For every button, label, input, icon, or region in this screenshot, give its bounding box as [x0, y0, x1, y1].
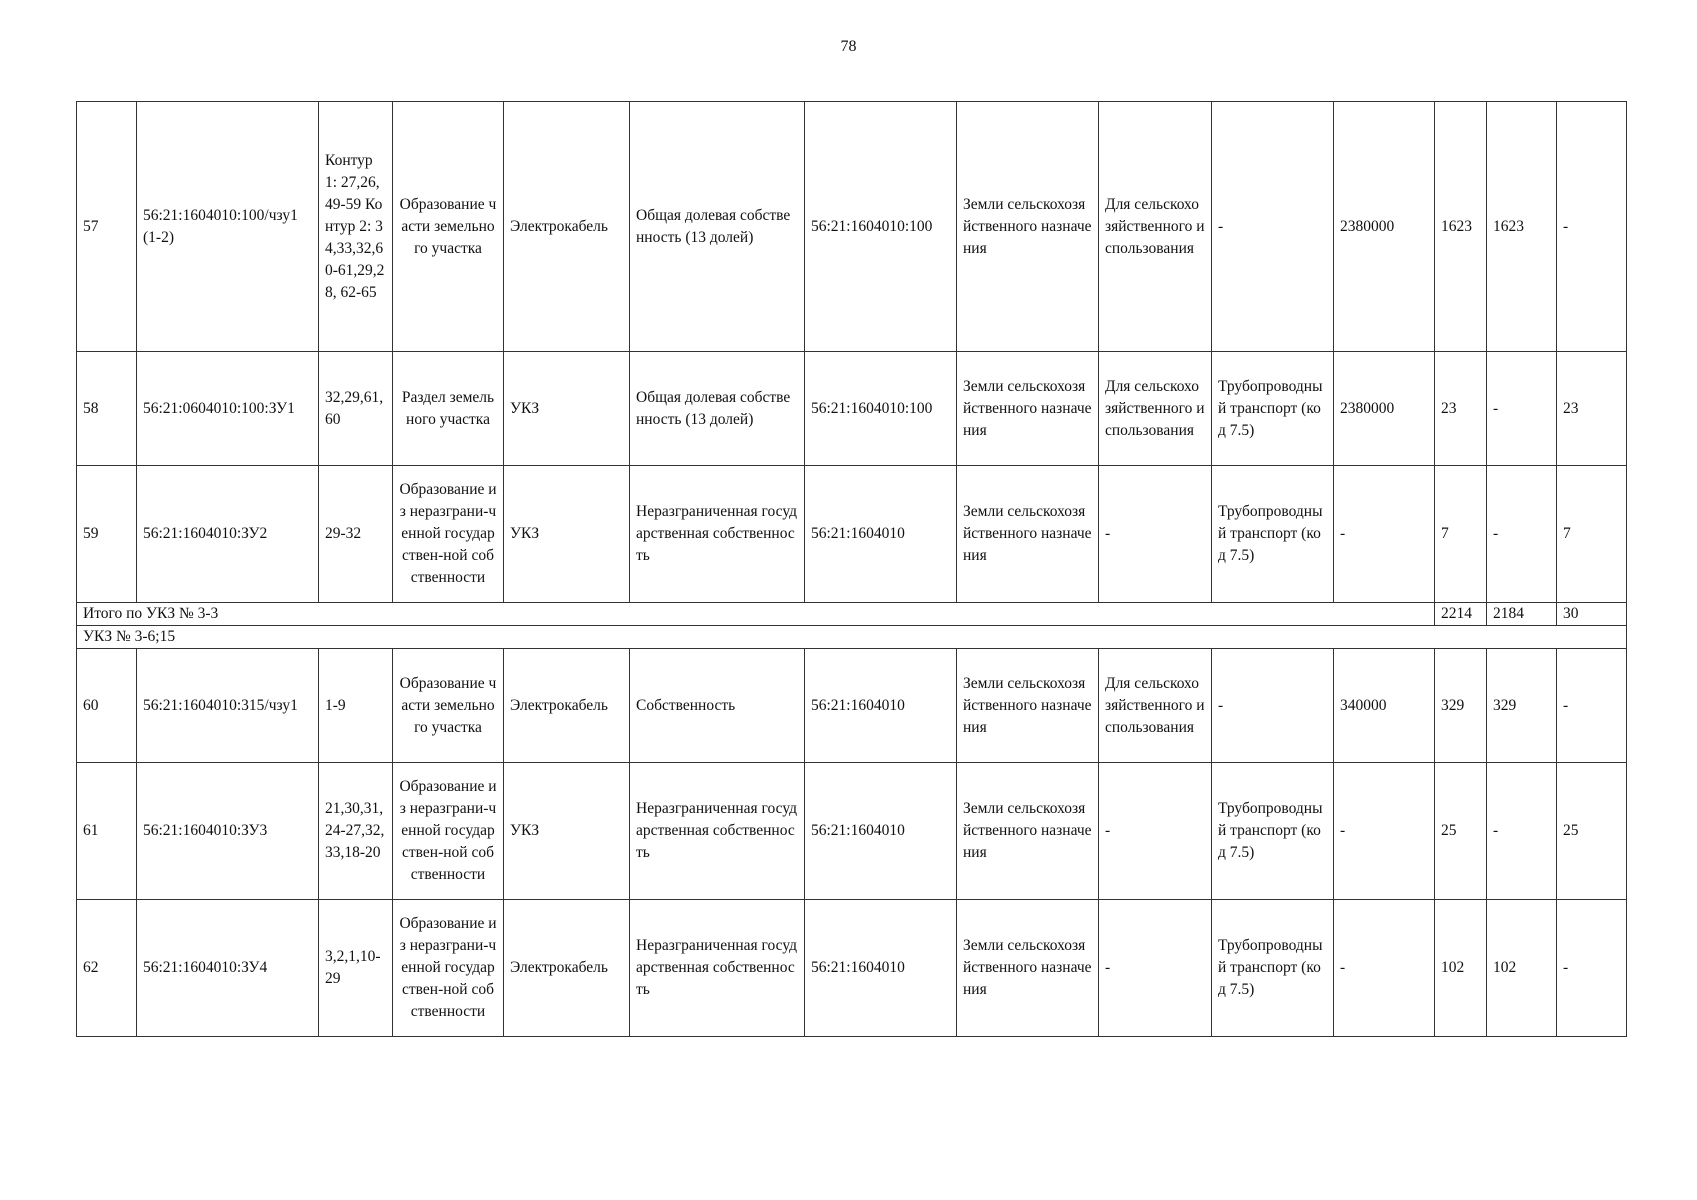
cell-cadastral: 56:21:1604010:315/чзу1	[137, 649, 319, 763]
cell-category: Земли сельскохозяйственного назначения	[957, 102, 1099, 352]
cell-num: 62	[77, 900, 137, 1037]
summary-a: 2184	[1487, 603, 1557, 626]
table-row	[77, 763, 1627, 900]
cell-area-a: -	[1487, 763, 1557, 900]
summary-row	[77, 603, 1627, 626]
cell-area-a: 102	[1487, 900, 1557, 1037]
cell-cost: 340000	[1334, 649, 1435, 763]
cell-parent: 56:21:1604010	[805, 763, 957, 900]
cell-area-b: -	[1557, 900, 1627, 1037]
table-row	[77, 102, 1627, 352]
cell-cost: -	[1334, 466, 1435, 603]
cell-new-use: Трубопроводный транспорт (код 7.5)	[1212, 900, 1334, 1037]
cell-object: УКЗ	[504, 352, 630, 466]
cell-cadastral: 56:21:1604010:ЗУ4	[137, 900, 319, 1037]
table-row	[77, 900, 1627, 1037]
cell-action: Раздел земельного участка	[393, 352, 504, 466]
cell-right: Неразграниченная государственная собственность	[630, 900, 805, 1037]
cell-cadastral: 56:21:0604010:100:ЗУ1	[137, 352, 319, 466]
land-plots-table	[76, 101, 1627, 1037]
cell-area-b: -	[1557, 649, 1627, 763]
cell-action: Образование части земельного участка	[393, 102, 504, 352]
cell-action: Образование из неразграни-ченной государствен-ной собственности	[393, 466, 504, 603]
cell-new-use: -	[1212, 649, 1334, 763]
cell-num: 58	[77, 352, 137, 466]
cell-category: Земли сельскохозяйственного назначения	[957, 466, 1099, 603]
cell-points: 1-9	[319, 649, 393, 763]
cell-object: Электрокабель	[504, 649, 630, 763]
cell-points: 3,2,1,10-29	[319, 900, 393, 1037]
cell-area-b: 23	[1557, 352, 1627, 466]
cell-category: Земли сельскохозяйственного назначения	[957, 352, 1099, 466]
cell-parent: 56:21:1604010:100	[805, 102, 957, 352]
cell-object: УКЗ	[504, 763, 630, 900]
cell-points: Контур 1: 27,26,49-59 Контур 2: 34,33,32,60-61,29,28, 62-65	[319, 102, 393, 352]
cell-cost: 2380000	[1334, 352, 1435, 466]
cell-num: 60	[77, 649, 137, 763]
cell-cost: -	[1334, 763, 1435, 900]
cell-num: 59	[77, 466, 137, 603]
cell-use: Для сельскохозяйственного использования	[1099, 649, 1212, 763]
summary-label: Итого по УКЗ № 3-3	[77, 603, 1435, 626]
cell-right: Неразграниченная государственная собственность	[630, 763, 805, 900]
table-row	[77, 352, 1627, 466]
cell-area-b: -	[1557, 102, 1627, 352]
cell-cadastral: 56:21:1604010:ЗУ3	[137, 763, 319, 900]
cell-area-a: 1623	[1487, 102, 1557, 352]
cell-points: 21,30,31,24-27,32,33,18-20	[319, 763, 393, 900]
cell-points: 32,29,61, 60	[319, 352, 393, 466]
cell-points: 29-32	[319, 466, 393, 603]
cell-area-total: 25	[1435, 763, 1487, 900]
cell-area-total: 23	[1435, 352, 1487, 466]
cell-object: Электрокабель	[504, 102, 630, 352]
cell-category: Земли сельскохозяйственного назначения	[957, 649, 1099, 763]
cell-use: -	[1099, 900, 1212, 1037]
section-row	[77, 626, 1627, 649]
cell-category: Земли сельскохозяйственного назначения	[957, 900, 1099, 1037]
cell-action: Образование из неразграни-ченной государствен-ной собственности	[393, 763, 504, 900]
cell-use: Для сельскохозяйственного использования	[1099, 102, 1212, 352]
cell-area-a: -	[1487, 352, 1557, 466]
summary-b: 30	[1557, 603, 1627, 626]
summary-total: 2214	[1435, 603, 1487, 626]
cell-action: Образование из неразграни-ченной государствен-ной собственности	[393, 900, 504, 1037]
cell-category: Земли сельскохозяйственного назначения	[957, 763, 1099, 900]
cell-cadastral: 56:21:1604010:ЗУ2	[137, 466, 319, 603]
table-row	[77, 466, 1627, 603]
cell-cost: 2380000	[1334, 102, 1435, 352]
cell-right: Собственность	[630, 649, 805, 763]
cell-num: 57	[77, 102, 137, 352]
cell-right: Общая долевая собственность (13 долей)	[630, 352, 805, 466]
page-number: 78	[840, 38, 857, 55]
cell-num: 61	[77, 763, 137, 900]
cell-object: Электрокабель	[504, 900, 630, 1037]
cell-action: Образование части земельного участка	[393, 649, 504, 763]
cell-parent: 56:21:1604010	[805, 466, 957, 603]
section-label: УКЗ № 3-6;15	[77, 626, 1627, 649]
cell-area-total: 7	[1435, 466, 1487, 603]
cell-area-b: 7	[1557, 466, 1627, 603]
cell-object: УКЗ	[504, 466, 630, 603]
cell-area-total: 1623	[1435, 102, 1487, 352]
cell-right: Неразграниченная государственная собственность	[630, 466, 805, 603]
cell-area-a: -	[1487, 466, 1557, 603]
cell-cadastral: 56:21:1604010:100/чзу1 (1-2)	[137, 102, 319, 352]
cell-area-b: 25	[1557, 763, 1627, 900]
cell-new-use: Трубопроводный транспорт (код 7.5)	[1212, 466, 1334, 603]
cell-right: Общая долевая собственность (13 долей)	[630, 102, 805, 352]
cell-parent: 56:21:1604010:100	[805, 352, 957, 466]
cell-use: -	[1099, 763, 1212, 900]
cell-new-use: Трубопроводный транспорт (код 7.5)	[1212, 763, 1334, 900]
table-row	[77, 649, 1627, 763]
cell-parent: 56:21:1604010	[805, 649, 957, 763]
cell-cost: -	[1334, 900, 1435, 1037]
cell-use: Для сельскохозяйственного использования	[1099, 352, 1212, 466]
cell-parent: 56:21:1604010	[805, 900, 957, 1037]
cell-area-a: 329	[1487, 649, 1557, 763]
cell-use: -	[1099, 466, 1212, 603]
cell-area-total: 329	[1435, 649, 1487, 763]
cell-new-use: -	[1212, 102, 1334, 352]
cell-new-use: Трубопроводный транспорт (код 7.5)	[1212, 352, 1334, 466]
cell-area-total: 102	[1435, 900, 1487, 1037]
